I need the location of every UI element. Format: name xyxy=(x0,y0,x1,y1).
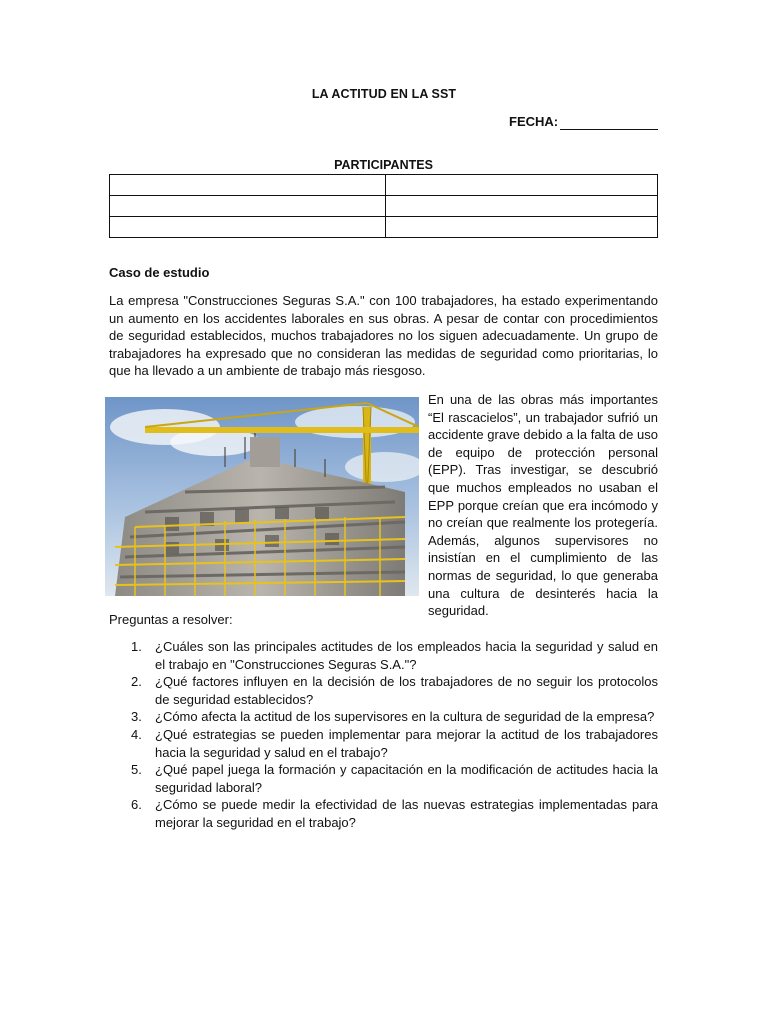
participant-cell[interactable] xyxy=(110,217,386,238)
case-paragraph-side: En una de las obras más importantes “El rascacielos”, un trabajador sufrió un accidente grave debido a la falta de uso de equipo de protección personal (EPP). Tras investigar, se descubrió que muchos empleados no usaban el EPP porque creían que era incómodo y no creían que realmente los protegería. Además, algunos supervisores no insistían en el cumplimiento de las normas de seguridad, lo que generaba una cultura de desinterés hacia la seguridad. xyxy=(428,392,658,619)
list-item xyxy=(109,638,658,673)
participants-title: PARTICIPANTES xyxy=(334,158,433,172)
list-number: 1. xyxy=(131,639,142,654)
case-paragraph: La empresa "Construcciones Seguras S.A." con 100 trabajadores, ha estado experimentando un aumento en los accidentes laborales en sus obras. A pesar de contar con procedimientos de seguridad establecidos, muchos trabajadores no los siguen adecuadamente. Un grupo de trabajadores ha expresado que no consideran las medidas de seguridad como prioritarias, lo que ha llevado a un ambiente de trabajo más riesgoso. xyxy=(109,293,658,379)
participant-cell[interactable] xyxy=(386,175,658,196)
list-number: 3. xyxy=(131,709,142,725)
list-item xyxy=(109,673,658,708)
participant-cell[interactable] xyxy=(386,217,658,238)
participant-cell[interactable] xyxy=(110,175,386,196)
list-number: 5. xyxy=(131,762,142,778)
participant-cell[interactable] xyxy=(386,196,658,217)
list-item xyxy=(109,796,658,831)
date-blank-line[interactable] xyxy=(560,129,658,130)
table-row xyxy=(110,196,658,217)
question-text: ¿Qué factores influyen en la decisión de los trabajadores de no seguir los protocolos de seguridad establecidos? xyxy=(155,674,658,707)
date-label: FECHA: xyxy=(509,114,559,129)
table-row xyxy=(110,175,658,196)
table-row xyxy=(110,217,658,238)
question-text: ¿Qué papel juega la formación y capacitación en la modificación de actitudes hacia la seguridad laboral? xyxy=(155,762,658,795)
construction-photo xyxy=(105,397,419,596)
list-number: 4. xyxy=(131,726,142,742)
question-text: ¿Qué estrategias se pueden implementar para mejorar la actitud de los trabajadores hacia la seguridad y salud en el trabajo? xyxy=(155,726,658,760)
participant-cell[interactable] xyxy=(110,196,386,217)
list-item xyxy=(109,726,658,761)
list-number: 2. xyxy=(131,674,142,690)
question-text: ¿Cómo se puede medir la efectividad de las nuevas estrategias implementadas para mejorar la seguridad en el trabajo? xyxy=(155,797,658,830)
section-heading: Caso de estudio xyxy=(109,265,210,280)
participants-table xyxy=(109,174,658,238)
list-item xyxy=(109,761,658,796)
list-item xyxy=(109,708,658,726)
document-title: LA ACTITUD EN LA SST xyxy=(311,87,457,101)
question-text: ¿Cómo afecta la actitud de los supervisores en la cultura de seguridad de la empresa? xyxy=(155,709,655,725)
question-text: ¿Cuáles son las principales actitudes de los empleados hacia la seguridad y salud en el trabajo en "Construcciones Seguras S.A."? xyxy=(155,639,658,672)
list-number: 6. xyxy=(131,797,142,813)
questions-label: Preguntas a resolver: xyxy=(109,612,233,627)
questions-list xyxy=(109,638,658,832)
date-field xyxy=(509,114,659,132)
